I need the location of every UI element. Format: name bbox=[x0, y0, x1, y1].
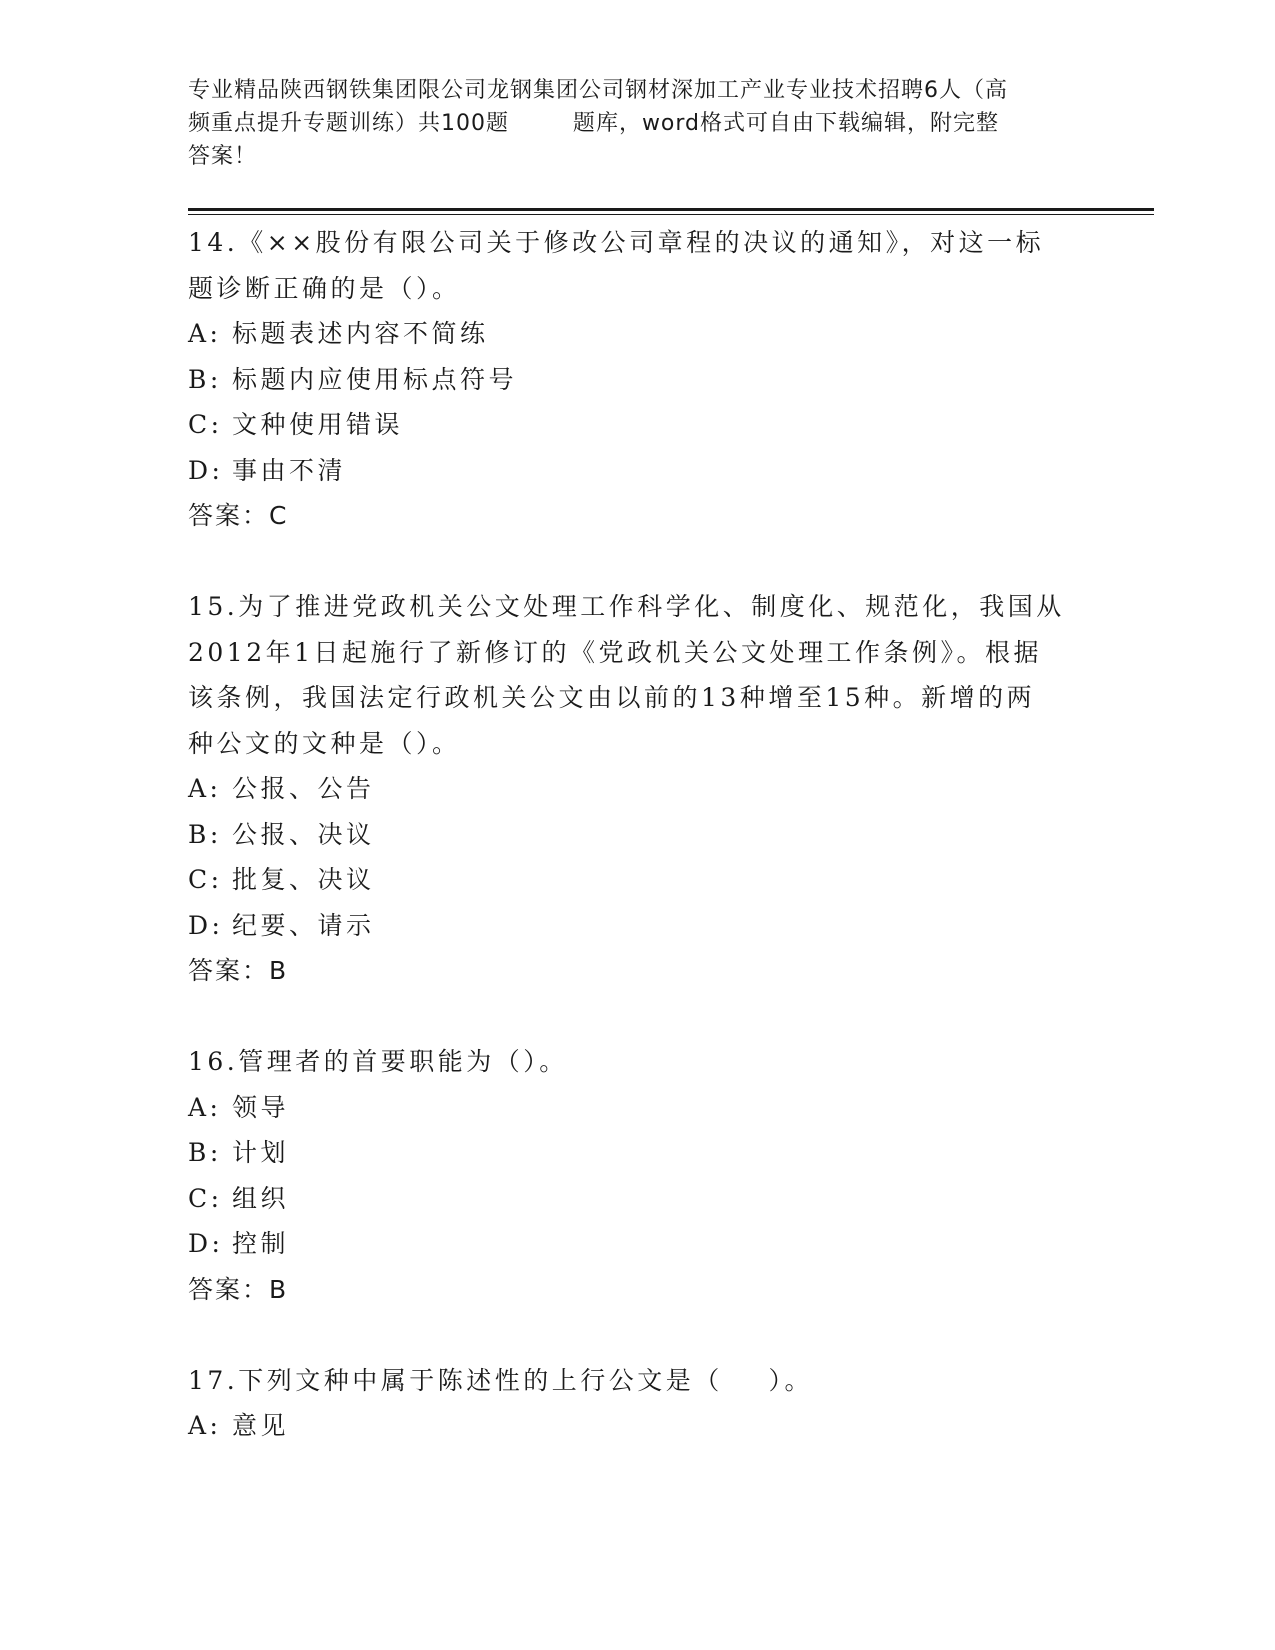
option-text: 批复、决议 bbox=[232, 865, 375, 894]
option-letter: A: bbox=[188, 774, 222, 803]
option-text: 计划 bbox=[232, 1138, 290, 1167]
answer-line bbox=[188, 493, 1088, 539]
answer-label: 答案： bbox=[188, 501, 270, 530]
question-stem-line: 该条例，我国法定行政机关公文由以前的13种增至15种。新增的两 bbox=[188, 683, 1036, 712]
option-text: 标题内应使用标点符号 bbox=[232, 364, 518, 394]
question-list bbox=[188, 220, 1088, 1449]
question-stem-line: 题诊断正确的是（）。 bbox=[188, 273, 461, 303]
question-gap bbox=[188, 539, 1088, 585]
option-letter: B: bbox=[188, 1138, 222, 1167]
option-text: 文种使用错误 bbox=[232, 410, 404, 439]
question-14 bbox=[188, 220, 1088, 539]
option-letter: D: bbox=[188, 910, 224, 940]
option-letter: C: bbox=[188, 865, 223, 894]
option-text: 控制 bbox=[232, 1229, 290, 1258]
option-d bbox=[188, 903, 1088, 949]
option-c bbox=[188, 1176, 1088, 1222]
option-a bbox=[188, 1403, 1088, 1449]
question-stem-line: 种公文的文种是（）。 bbox=[188, 728, 461, 758]
option-letter: C: bbox=[188, 1183, 223, 1213]
question-15 bbox=[188, 584, 1088, 994]
option-text: 事由不清 bbox=[232, 455, 347, 485]
question-17 bbox=[188, 1358, 1088, 1449]
option-letter: B: bbox=[188, 364, 222, 394]
question-gap bbox=[188, 1312, 1088, 1358]
header-title-line-3: 答案！ bbox=[188, 144, 258, 169]
option-d bbox=[188, 1221, 1088, 1267]
option-c bbox=[188, 402, 1088, 448]
question-stem-line: 2012年1日起施行了新修订的《党政机关公文处理工作条例》。根据 bbox=[188, 637, 1043, 667]
option-letter: B: bbox=[188, 819, 222, 849]
question-stem-line: 16.管理者的首要职能为（）。 bbox=[188, 1047, 568, 1076]
option-a bbox=[188, 1085, 1088, 1131]
option-a bbox=[188, 766, 1088, 812]
question-stem-line: 14.《××股份有限公司关于修改公司章程的决议的通知》，对这一标 bbox=[188, 228, 1045, 257]
option-text: 公报、决议 bbox=[232, 819, 375, 849]
answer-value: B bbox=[269, 956, 289, 985]
option-a bbox=[188, 311, 1088, 357]
option-letter: A: bbox=[188, 1092, 222, 1122]
question-16 bbox=[188, 1039, 1088, 1312]
document-header bbox=[188, 74, 1088, 173]
option-letter: A: bbox=[188, 1411, 222, 1440]
header-title-line-2: 频重点提升专题训练）共100题 题库，word格式可自由下载编辑，附完整 bbox=[188, 111, 1000, 136]
option-text: 标题表述内容不简练 bbox=[232, 319, 489, 348]
option-letter: C: bbox=[188, 410, 223, 439]
question-stem-line: 15.为了推进党政机关公文处理工作科学化、制度化、规范化，我国从 bbox=[188, 592, 1065, 621]
header-title-line-1: 专业精品陕西钢铁集团限公司龙钢集团公司钢材深加工产业专业技术招聘6人（高 bbox=[188, 78, 1008, 103]
option-b bbox=[188, 1130, 1088, 1176]
question-gap bbox=[188, 994, 1088, 1040]
option-letter: A: bbox=[188, 319, 222, 348]
option-c bbox=[188, 857, 1088, 903]
option-text: 领导 bbox=[232, 1092, 290, 1122]
option-text: 意见 bbox=[232, 1411, 290, 1440]
option-b bbox=[188, 357, 1088, 403]
option-letter: D: bbox=[188, 455, 224, 485]
option-d bbox=[188, 448, 1088, 494]
header-divider-thick bbox=[188, 208, 1154, 211]
option-text: 纪要、请示 bbox=[232, 910, 375, 940]
answer-label: 答案： bbox=[188, 956, 270, 985]
answer-line bbox=[188, 948, 1088, 994]
answer-value: B bbox=[269, 1274, 289, 1304]
answer-label: 答案： bbox=[188, 1274, 270, 1304]
answer-value: C bbox=[269, 501, 289, 530]
question-stem-line: 17.下列文种中属于陈述性的上行公文是（ ）。 bbox=[188, 1365, 814, 1395]
header-divider-thin bbox=[188, 214, 1154, 215]
answer-line bbox=[188, 1267, 1088, 1313]
option-b bbox=[188, 812, 1088, 858]
option-text: 公报、公告 bbox=[232, 774, 375, 803]
option-text: 组织 bbox=[232, 1183, 290, 1213]
option-letter: D: bbox=[188, 1229, 224, 1258]
